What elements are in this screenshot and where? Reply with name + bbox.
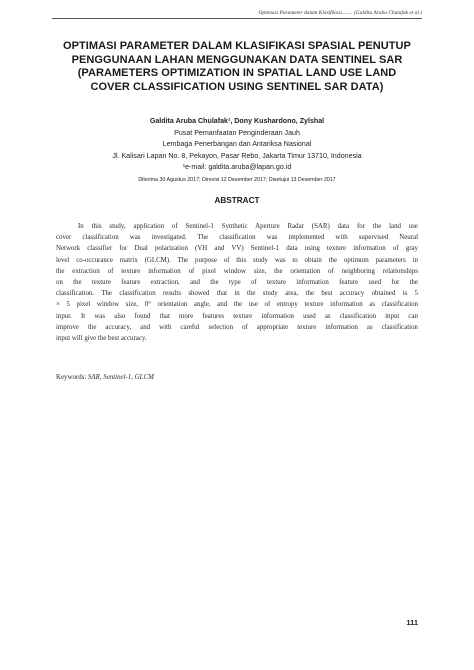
abstract-line: improve the accuracy, and with careful selection of appropriate texture information as classification [56,323,418,331]
abstract-body [56,221,418,344]
abstract-line: the extraction of texture information of pixel window size, the orientation of neighboring relationships [56,267,418,275]
page-number: 111 [406,618,418,627]
email-line: ¹e-mail: galdita.aruba@lapan.go.id [182,163,292,172]
title-line: PENGGUNAAN LAHAN MENGGUNAKAN DATA SENTINEL SAR [71,53,403,66]
affiliation-line: Pusat Pemanfaatan Penginderaan Jauh [174,128,300,137]
abstract-line: input. It was also found that more features texture information used as classification input can [56,312,418,320]
abstract-line: level co-occurance matrix (GLCM). The purpose of this study was to obtain the optimum parameters in [56,256,418,264]
running-header: Optimasi Parameter dalam Klasifikasi........ (Galdita Aruba Chulafak et al.) [52,10,422,19]
affiliation-line: Lembaga Penerbangan dan Antariksa Nasional [162,140,312,149]
abstract-line: cover classification was investigated. The classification was implemented with supervised Neural [56,234,418,242]
paper-title [50,40,424,94]
authors: Galdita Aruba Chulafak¹, Dony Kushardono, Zylshal [149,117,325,125]
address-line: Jl. Kalisari Lapan No. 8, Pekayon, Pasar Rebo, Jakarta Timur 13710, Indonesia [112,151,362,160]
abstract-line: × 5 pixel window size, 0° orientation angle, and the use of entropy texture information as classification [56,301,418,309]
title-line: COVER CLASSIFICATION USING SENTINEL SAR DATA) [90,80,384,93]
abstract-line: Network classifier for Dual polarization (VH and VV) Sentinel-1 data using texture information of gray [56,245,418,253]
abstract-line: input will give the best accuracy. [56,335,147,343]
abstract-line: classification. The classification results showed that in the study area, the best accuracy obtained is 5 [56,290,418,298]
author-block [40,116,434,186]
abstract-line: In this study, application of Sentinel-1 Synthetic Aperture Radar (SAR) data for the land use [78,223,418,230]
abstract-heading: ABSTRACT [214,196,260,205]
keywords [56,374,418,381]
keywords-value: SAR, Sentinel-1, GLCM [87,374,154,381]
title-line: OPTIMASI PARAMETER DALAM KLASIFIKASI SPASIAL PENUTUP [63,40,411,52]
keywords-label: Keywords: [56,374,87,381]
submission-dates: Diterima 30 Agustus 2017; Direvisi 12 Desember 2017; Disetujui 13 Desember 2017 [138,176,336,183]
abstract-line: on the texture feature extraction, and the type of texture information feature used for the [56,279,418,287]
title-line: (PARAMETERS OPTIMIZATION IN SPATIAL LAND USE LAND [77,67,397,80]
